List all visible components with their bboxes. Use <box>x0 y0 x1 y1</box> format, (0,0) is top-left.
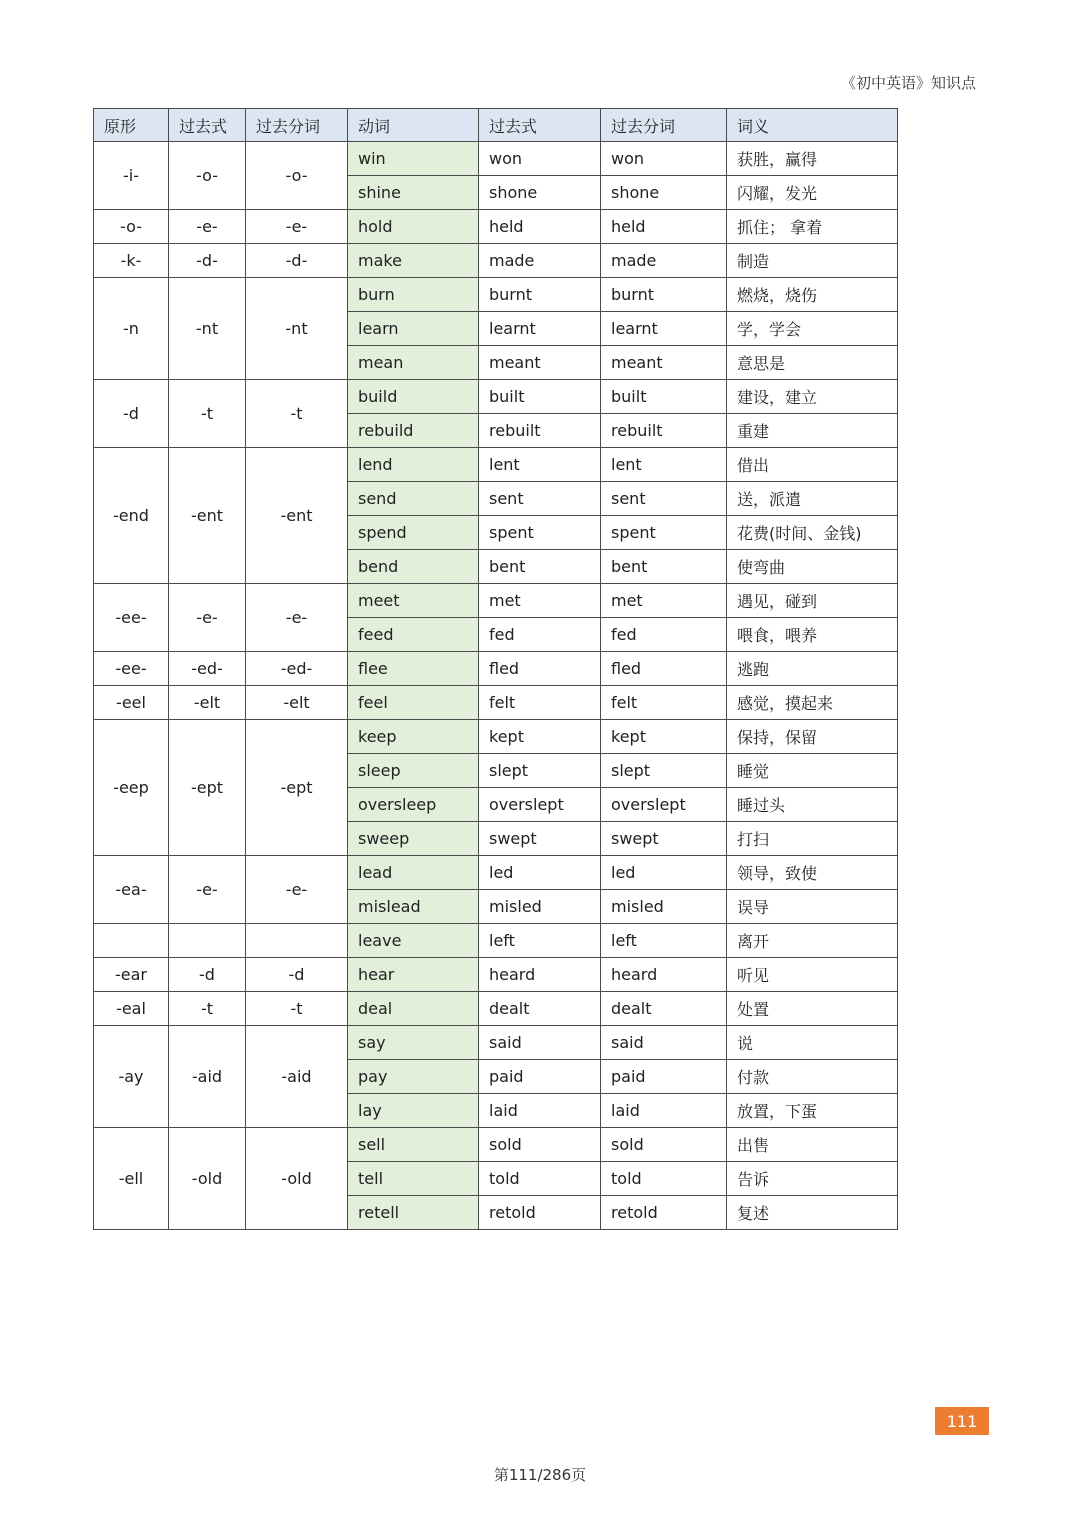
pattern-past-cell: -d <box>169 958 246 992</box>
past-tense-cell: swept <box>479 822 601 856</box>
verb-cell: mislead <box>348 890 479 924</box>
pattern-pp-cell: -elt <box>246 686 348 720</box>
verb-cell: learn <box>348 312 479 346</box>
pattern-past-cell <box>169 924 246 958</box>
pattern-base-cell: -ear <box>94 958 169 992</box>
meaning-cell: 送，派遣 <box>727 482 898 516</box>
verb-cell: build <box>348 380 479 414</box>
past-participle-cell: built <box>601 380 727 414</box>
past-participle-cell: shone <box>601 176 727 210</box>
verb-cell: send <box>348 482 479 516</box>
verb-cell: feed <box>348 618 479 652</box>
past-participle-cell: fled <box>601 652 727 686</box>
pattern-past-cell: -t <box>169 992 246 1026</box>
verb-cell: make <box>348 244 479 278</box>
pattern-past-cell: -e- <box>169 856 246 924</box>
past-participle-cell: won <box>601 142 727 176</box>
pattern-base-cell: -eal <box>94 992 169 1026</box>
table-row <box>94 584 898 618</box>
past-participle-cell: made <box>601 244 727 278</box>
table-row <box>94 210 898 244</box>
past-tense-cell: heard <box>479 958 601 992</box>
meaning-cell: 付款 <box>727 1060 898 1094</box>
table-row <box>94 720 898 754</box>
past-tense-cell: met <box>479 584 601 618</box>
pattern-past-cell: -aid <box>169 1026 246 1128</box>
pattern-pp-cell: -o- <box>246 142 348 210</box>
meaning-cell: 打扫 <box>727 822 898 856</box>
past-tense-cell: kept <box>479 720 601 754</box>
past-tense-cell: fled <box>479 652 601 686</box>
pattern-pp-cell: -e- <box>246 856 348 924</box>
past-participle-cell: left <box>601 924 727 958</box>
past-tense-cell: sold <box>479 1128 601 1162</box>
meaning-cell: 建设，建立 <box>727 380 898 414</box>
verb-cell: sweep <box>348 822 479 856</box>
past-tense-cell: made <box>479 244 601 278</box>
past-participle-cell: said <box>601 1026 727 1060</box>
verb-cell: burn <box>348 278 479 312</box>
table-header-row <box>94 109 898 142</box>
meaning-cell: 复述 <box>727 1196 898 1230</box>
past-tense-cell: won <box>479 142 601 176</box>
page-footer: 第111/286页 <box>493 1466 587 1484</box>
meaning-cell: 制造 <box>727 244 898 278</box>
past-tense-cell: fed <box>479 618 601 652</box>
pattern-base-cell: -n <box>94 278 169 380</box>
pattern-past-cell: -ed- <box>169 652 246 686</box>
column-header: 过去分词 <box>601 109 727 142</box>
table-row <box>94 856 898 890</box>
verb-cell: sell <box>348 1128 479 1162</box>
table-row <box>94 924 898 958</box>
verb-cell: tell <box>348 1162 479 1196</box>
pattern-base-cell: -ee- <box>94 584 169 652</box>
pattern-pp-cell: -e- <box>246 584 348 652</box>
past-participle-cell: slept <box>601 754 727 788</box>
verb-cell: keep <box>348 720 479 754</box>
pattern-past-cell: -e- <box>169 584 246 652</box>
past-tense-cell: spent <box>479 516 601 550</box>
meaning-cell: 告诉 <box>727 1162 898 1196</box>
verb-cell: hear <box>348 958 479 992</box>
pattern-past-cell: -nt <box>169 278 246 380</box>
past-participle-cell: met <box>601 584 727 618</box>
past-tense-cell: misled <box>479 890 601 924</box>
verb-cell: retell <box>348 1196 479 1230</box>
verb-cell: leave <box>348 924 479 958</box>
pattern-past-cell: -e- <box>169 210 246 244</box>
past-tense-cell: led <box>479 856 601 890</box>
pattern-pp-cell: -t <box>246 992 348 1026</box>
table-row <box>94 1128 898 1162</box>
meaning-cell: 放置，下蛋 <box>727 1094 898 1128</box>
pattern-pp-cell: -nt <box>246 278 348 380</box>
pattern-pp-cell <box>246 924 348 958</box>
past-tense-cell: left <box>479 924 601 958</box>
past-tense-cell: bent <box>479 550 601 584</box>
table-row <box>94 448 898 482</box>
pattern-base-cell: -ea- <box>94 856 169 924</box>
verb-cell: lend <box>348 448 479 482</box>
past-participle-cell: bent <box>601 550 727 584</box>
verb-cell: hold <box>348 210 479 244</box>
verb-cell: oversleep <box>348 788 479 822</box>
meaning-cell: 意思是 <box>727 346 898 380</box>
meaning-cell: 借出 <box>727 448 898 482</box>
verb-cell: win <box>348 142 479 176</box>
pattern-base-cell: -eel <box>94 686 169 720</box>
past-tense-cell: paid <box>479 1060 601 1094</box>
verb-cell: meet <box>348 584 479 618</box>
table-row <box>94 958 898 992</box>
pattern-base-cell: -ell <box>94 1128 169 1230</box>
pattern-base-cell: -ay <box>94 1026 169 1128</box>
past-participle-cell: lent <box>601 448 727 482</box>
verb-cell: shine <box>348 176 479 210</box>
table-row <box>94 278 898 312</box>
meaning-cell: 重建 <box>727 414 898 448</box>
verb-cell: say <box>348 1026 479 1060</box>
verb-cell: lead <box>348 856 479 890</box>
pattern-past-cell: -d- <box>169 244 246 278</box>
page-number-badge: 111 <box>935 1407 989 1435</box>
column-header: 词义 <box>727 109 898 142</box>
pattern-base-cell: -k- <box>94 244 169 278</box>
pattern-base-cell: -i- <box>94 142 169 210</box>
past-tense-cell: told <box>479 1162 601 1196</box>
table-row <box>94 142 898 176</box>
table-row <box>94 244 898 278</box>
meaning-cell: 说 <box>727 1026 898 1060</box>
past-participle-cell: swept <box>601 822 727 856</box>
column-header: 过去式 <box>479 109 601 142</box>
past-tense-cell: laid <box>479 1094 601 1128</box>
past-tense-cell: felt <box>479 686 601 720</box>
past-tense-cell: overslept <box>479 788 601 822</box>
meaning-cell: 出售 <box>727 1128 898 1162</box>
past-participle-cell: told <box>601 1162 727 1196</box>
verb-cell: mean <box>348 346 479 380</box>
pattern-pp-cell: -ed- <box>246 652 348 686</box>
past-participle-cell: paid <box>601 1060 727 1094</box>
meaning-cell: 睡过头 <box>727 788 898 822</box>
past-participle-cell: meant <box>601 346 727 380</box>
pattern-base-cell: -end <box>94 448 169 584</box>
pattern-base-cell: -d <box>94 380 169 448</box>
past-tense-cell: slept <box>479 754 601 788</box>
past-participle-cell: overslept <box>601 788 727 822</box>
meaning-cell: 花费(时间、金钱) <box>727 516 898 550</box>
pattern-past-cell: -ept <box>169 720 246 856</box>
past-tense-cell: dealt <box>479 992 601 1026</box>
meaning-cell: 使弯曲 <box>727 550 898 584</box>
column-header: 动词 <box>348 109 479 142</box>
pattern-past-cell: -elt <box>169 686 246 720</box>
pattern-pp-cell: -old <box>246 1128 348 1230</box>
past-participle-cell: dealt <box>601 992 727 1026</box>
past-tense-cell: retold <box>479 1196 601 1230</box>
table-body <box>94 142 898 1230</box>
table-row <box>94 992 898 1026</box>
past-participle-cell: felt <box>601 686 727 720</box>
meaning-cell: 闪耀，发光 <box>727 176 898 210</box>
meaning-cell: 逃跑 <box>727 652 898 686</box>
pattern-pp-cell: -ent <box>246 448 348 584</box>
pattern-base-cell: -o- <box>94 210 169 244</box>
meaning-cell: 处置 <box>727 992 898 1026</box>
pattern-pp-cell: -ept <box>246 720 348 856</box>
pattern-base-cell: -ee- <box>94 652 169 686</box>
meaning-cell: 燃烧，烧伤 <box>727 278 898 312</box>
irregular-verbs-table <box>93 108 898 1230</box>
verb-cell: deal <box>348 992 479 1026</box>
column-header: 过去式 <box>169 109 246 142</box>
past-tense-cell: held <box>479 210 601 244</box>
meaning-cell: 获胜，赢得 <box>727 142 898 176</box>
meaning-cell: 感觉，摸起来 <box>727 686 898 720</box>
past-participle-cell: laid <box>601 1094 727 1128</box>
pattern-pp-cell: -e- <box>246 210 348 244</box>
verb-cell: pay <box>348 1060 479 1094</box>
meaning-cell: 听见 <box>727 958 898 992</box>
pattern-past-cell: -old <box>169 1128 246 1230</box>
past-tense-cell: meant <box>479 346 601 380</box>
page-header-title: 《初中英语》知识点 <box>840 74 976 92</box>
past-tense-cell: shone <box>479 176 601 210</box>
verb-cell: feel <box>348 686 479 720</box>
past-participle-cell: heard <box>601 958 727 992</box>
meaning-cell: 误导 <box>727 890 898 924</box>
verb-cell: flee <box>348 652 479 686</box>
verb-cell: rebuild <box>348 414 479 448</box>
past-participle-cell: rebuilt <box>601 414 727 448</box>
past-participle-cell: sold <box>601 1128 727 1162</box>
table-row <box>94 652 898 686</box>
meaning-cell: 睡觉 <box>727 754 898 788</box>
pattern-past-cell: -o- <box>169 142 246 210</box>
pattern-past-cell: -t <box>169 380 246 448</box>
past-tense-cell: rebuilt <box>479 414 601 448</box>
pattern-base-cell <box>94 924 169 958</box>
past-participle-cell: spent <box>601 516 727 550</box>
verb-cell: spend <box>348 516 479 550</box>
pattern-base-cell: -eep <box>94 720 169 856</box>
past-tense-cell: said <box>479 1026 601 1060</box>
table-row <box>94 380 898 414</box>
pattern-past-cell: -ent <box>169 448 246 584</box>
past-participle-cell: led <box>601 856 727 890</box>
past-participle-cell: kept <box>601 720 727 754</box>
past-participle-cell: learnt <box>601 312 727 346</box>
meaning-cell: 离开 <box>727 924 898 958</box>
pattern-pp-cell: -d- <box>246 244 348 278</box>
meaning-cell: 喂食，喂养 <box>727 618 898 652</box>
past-participle-cell: fed <box>601 618 727 652</box>
column-header: 原形 <box>94 109 169 142</box>
column-header: 过去分词 <box>246 109 348 142</box>
meaning-cell: 遇见，碰到 <box>727 584 898 618</box>
verb-cell: sleep <box>348 754 479 788</box>
meaning-cell: 抓住； 拿着 <box>727 210 898 244</box>
past-tense-cell: lent <box>479 448 601 482</box>
past-participle-cell: held <box>601 210 727 244</box>
verb-cell: bend <box>348 550 479 584</box>
pattern-pp-cell: -aid <box>246 1026 348 1128</box>
meaning-cell: 领导，致使 <box>727 856 898 890</box>
past-tense-cell: burnt <box>479 278 601 312</box>
past-participle-cell: burnt <box>601 278 727 312</box>
meaning-cell: 学，学会 <box>727 312 898 346</box>
table-row <box>94 686 898 720</box>
past-tense-cell: learnt <box>479 312 601 346</box>
past-participle-cell: misled <box>601 890 727 924</box>
past-participle-cell: sent <box>601 482 727 516</box>
verb-cell: lay <box>348 1094 479 1128</box>
past-tense-cell: built <box>479 380 601 414</box>
past-tense-cell: sent <box>479 482 601 516</box>
pattern-pp-cell: -d <box>246 958 348 992</box>
table-row <box>94 1026 898 1060</box>
pattern-pp-cell: -t <box>246 380 348 448</box>
past-participle-cell: retold <box>601 1196 727 1230</box>
meaning-cell: 保持，保留 <box>727 720 898 754</box>
